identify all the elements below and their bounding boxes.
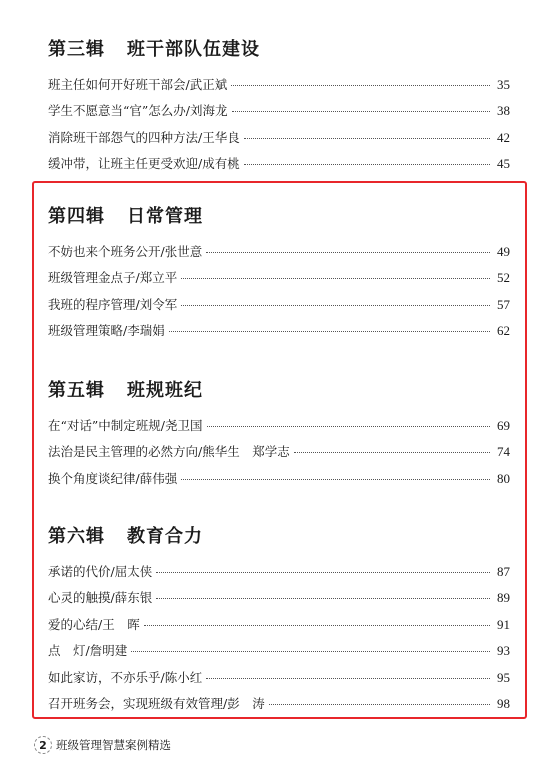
entry-title: 在“对话”中制定班规/尧卫国 xyxy=(48,418,203,433)
entry-title: 承诺的代价/屈太侠 xyxy=(48,564,153,579)
toc-entry[interactable] xyxy=(48,691,510,717)
toc-section-6 xyxy=(48,525,510,717)
entry-page: 87 xyxy=(497,564,510,579)
page-number-badge: 2 xyxy=(34,736,52,754)
toc-entry[interactable] xyxy=(48,585,510,611)
toc-entry[interactable] xyxy=(48,72,510,98)
entry-title: 班主任如何开好班干部会/武正斌 xyxy=(48,77,228,92)
toc-entry[interactable] xyxy=(48,265,510,291)
toc-section-5 xyxy=(48,379,510,492)
entry-page: 93 xyxy=(497,643,510,659)
entry-title: 学生不愿意当“官”怎么办/刘海龙 xyxy=(48,103,228,119)
dot-leader xyxy=(156,597,490,599)
section-number: 第六辑 xyxy=(48,526,105,547)
dot-leader xyxy=(232,110,491,112)
dot-leader xyxy=(206,677,490,679)
section-title: 班规班纪 xyxy=(127,380,203,401)
dot-leader xyxy=(231,84,490,86)
toc-entry[interactable] xyxy=(48,638,510,664)
dot-leader xyxy=(181,478,490,480)
toc-entry[interactable] xyxy=(48,151,510,177)
entry-page: 80 xyxy=(497,470,510,486)
entry-title: 如此家访，不亦乐乎/陈小红 xyxy=(48,669,203,685)
entry-page: 52 xyxy=(497,270,510,286)
entry-title: 心灵的触摸/薛东银 xyxy=(48,590,153,606)
toc-entry[interactable] xyxy=(48,439,510,465)
dot-leader xyxy=(181,304,490,306)
entry-title: 召开班务会，实现班级有效管理/彭 涛 xyxy=(48,695,265,711)
dot-leader xyxy=(207,425,491,427)
section-title: 教育合力 xyxy=(127,526,203,547)
book-title: 班级管理智慧案例精选 xyxy=(56,738,171,752)
toc-entry[interactable] xyxy=(48,413,510,439)
dot-leader xyxy=(156,571,490,573)
toc-entry[interactable] xyxy=(48,318,510,344)
entry-page: 89 xyxy=(497,590,510,606)
entry-page: 98 xyxy=(497,695,510,711)
section-number: 第三辑 xyxy=(48,39,105,60)
entry-page: 45 xyxy=(497,156,510,172)
entry-page: 42 xyxy=(497,129,510,145)
section-heading xyxy=(48,525,510,549)
entry-page: 91 xyxy=(497,616,510,632)
toc-entry[interactable] xyxy=(48,125,510,151)
toc-entry[interactable] xyxy=(48,559,510,585)
toc-section-3 xyxy=(48,38,510,178)
entry-page: 74 xyxy=(497,444,510,460)
dot-leader xyxy=(244,163,490,165)
entry-title: 缓冲带，让班主任更受欢迎/成有桃 xyxy=(48,156,240,172)
dot-leader xyxy=(131,650,490,652)
toc-entry[interactable] xyxy=(48,665,510,691)
section-number: 第四辑 xyxy=(48,206,105,227)
dot-leader xyxy=(181,277,490,279)
entry-page: 69 xyxy=(497,418,510,433)
section-heading xyxy=(48,379,510,403)
section-number: 第五辑 xyxy=(48,380,105,401)
section-heading xyxy=(48,38,510,62)
toc-entry[interactable] xyxy=(48,292,510,318)
dot-leader xyxy=(269,703,490,705)
entry-title: 换个角度谈纪律/薛伟强 xyxy=(48,470,178,486)
dot-leader xyxy=(144,624,490,626)
toc-section-4 xyxy=(48,205,510,345)
entry-page: 95 xyxy=(497,669,510,685)
entry-title: 不妨也来个班务公开/张世意 xyxy=(48,244,203,259)
dot-leader xyxy=(294,451,490,453)
dot-leader xyxy=(169,330,490,332)
toc-entry[interactable] xyxy=(48,466,510,492)
section-heading xyxy=(48,205,510,229)
toc-entry[interactable] xyxy=(48,98,510,124)
entry-title: 班级管理金点子/郑立平 xyxy=(48,270,178,286)
dot-leader xyxy=(206,251,490,253)
entry-title: 我班的程序管理/刘令军 xyxy=(48,296,178,312)
entry-title: 班级管理策略/李瑞娟 xyxy=(48,323,165,339)
entry-page: 49 xyxy=(497,244,510,259)
entry-page: 57 xyxy=(497,296,510,312)
section-title: 班干部队伍建设 xyxy=(127,39,260,60)
section-title: 日常管理 xyxy=(127,206,203,227)
entry-page: 62 xyxy=(497,323,510,339)
toc-entry[interactable] xyxy=(48,239,510,265)
entry-title: 爱的心结/王 晖 xyxy=(48,616,140,632)
entry-page: 38 xyxy=(497,103,510,119)
entry-title: 法治是民主管理的必然方向/熊华生 郑学志 xyxy=(48,444,290,460)
entry-page: 35 xyxy=(497,77,510,92)
dot-leader xyxy=(244,137,490,139)
entry-title: 点 灯/詹明建 xyxy=(48,643,128,659)
toc-entry[interactable] xyxy=(48,612,510,638)
page-footer xyxy=(34,735,171,755)
entry-title: 消除班干部怨气的四种方法/王华良 xyxy=(48,129,240,145)
